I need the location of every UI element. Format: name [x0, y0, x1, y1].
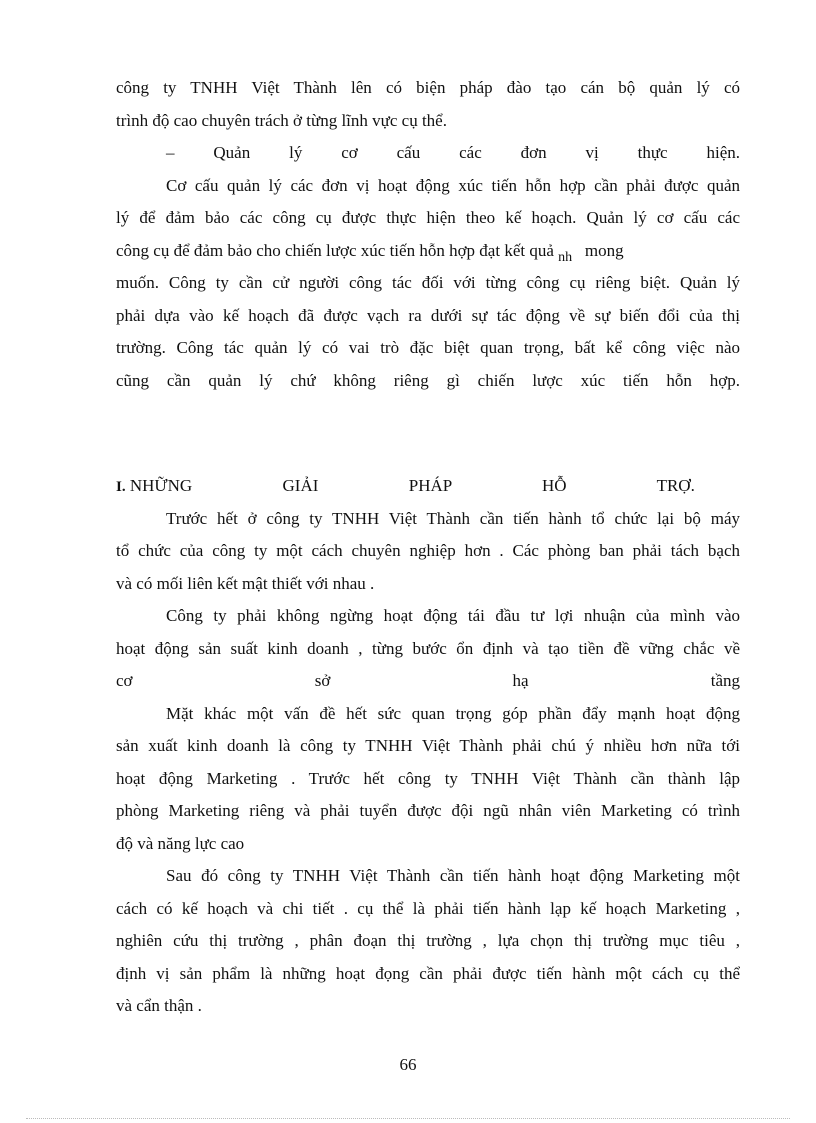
heading-number: I. — [116, 479, 126, 495]
text-line: cũng cần quản lý chứ không riêng gì chiến lược xúc tiến hỗn hợp. — [116, 370, 740, 390]
text-line: độ và năng lực cao — [116, 833, 245, 853]
text-line: Mặt khác một vấn đề hết sức quan trọng góp phần đẩy mạnh hoạt động — [166, 703, 740, 723]
section-heading — [116, 470, 740, 503]
text-line: nghiên cứu thị trường , phân đoạn thị trường , lựa chọn thị trường mục tiêu , — [116, 931, 740, 950]
text-line: phải dựa vào kế hoạch đã được vạch ra dưới sự tác động về sự biến đổi của thị — [116, 305, 740, 325]
text-line: phòng Marketing riêng và phải tuyển được đội ngũ nhân viên Marketing có trình — [116, 801, 740, 820]
text-line: cách có kế hoạch và chi tiết . cụ thể là phải tiến hành lạp kế hoạch Marketing , — [116, 898, 740, 918]
text-line: Cơ cấu quản lý các đơn vị hoạt động xúc tiến hỗn hợp cần phải được quản — [166, 175, 740, 195]
text-line: sản xuất kinh doanh là công ty TNHH Việt Thành phải chú ý nhiều hơn nữa tới — [116, 736, 740, 755]
text-line: muốn. Công ty cần cử người công tác đối với từng công cụ riêng biệt. Quản lý — [116, 273, 740, 292]
text-line: và cẩn thận . — [116, 996, 202, 1015]
text-fragment: mong — [584, 240, 624, 260]
text-line — [116, 235, 740, 268]
text-line: lý để đảm bảo các công cụ được thực hiện theo kế hoạch. Quản lý cơ cấu các — [116, 208, 740, 227]
text-line: cơ sở hạ tầng — [116, 671, 740, 690]
text-line: Sau đó công ty TNHH Việt Thành cần tiến hành hoạt động Marketing một — [166, 866, 740, 885]
text-line: và có mối liên kết mật thiết với nhau . — [116, 573, 375, 593]
section-gap — [116, 397, 740, 470]
text-line: định vị sản phẩm là những hoạt đọng cần phải được tiến hành một cách cụ thể — [116, 963, 740, 983]
list-item-management-structure: – Quản lý cơ cấu các đơn vị thực hiện. — [166, 143, 740, 162]
heading-title: NHỮNG GIẢI PHÁP HỖ TRỢ. — [129, 476, 695, 495]
text-line: Công ty phải không ngừng hoạt động tái đầu tư lợi nhuận của mình vào — [166, 606, 740, 625]
text-line: tổ chức của công ty một cách chuyên nghiệp hơn . Các phòng ban phải tách bạch — [116, 541, 740, 560]
page-number: 66 — [399, 1055, 417, 1074]
text-line: công ty TNHH Việt Thành lên có biện pháp đào tạo cán bộ quản lý có — [116, 78, 740, 97]
text-line: Trước hết ở công ty TNHH Việt Thành cần tiến hành tổ chức lại bộ máy — [166, 508, 740, 528]
page-bottom-divider — [26, 1118, 790, 1119]
text-line: trình độ cao chuyên trách ở từng lĩnh vực cụ thể. — [116, 110, 447, 130]
text-line: hoạt động sản suất kinh doanh , từng bước ổn định và tạo tiền đề vững chắc về — [116, 638, 740, 658]
text-line: trường. Công tác quản lý có vai trò đặc biệt quan trọng, bất kể công việc nào — [116, 338, 740, 357]
text-fragment: công cụ để đảm bảo cho chiến lược xúc tiến hỗn hợp đạt kết quả — [116, 240, 554, 260]
document-body — [116, 72, 740, 1023]
stray-fragment-nh: nh — [558, 249, 573, 265]
text-line: hoạt động Marketing . Trước hết công ty TNHH Việt Thành cần thành lập — [116, 768, 740, 788]
